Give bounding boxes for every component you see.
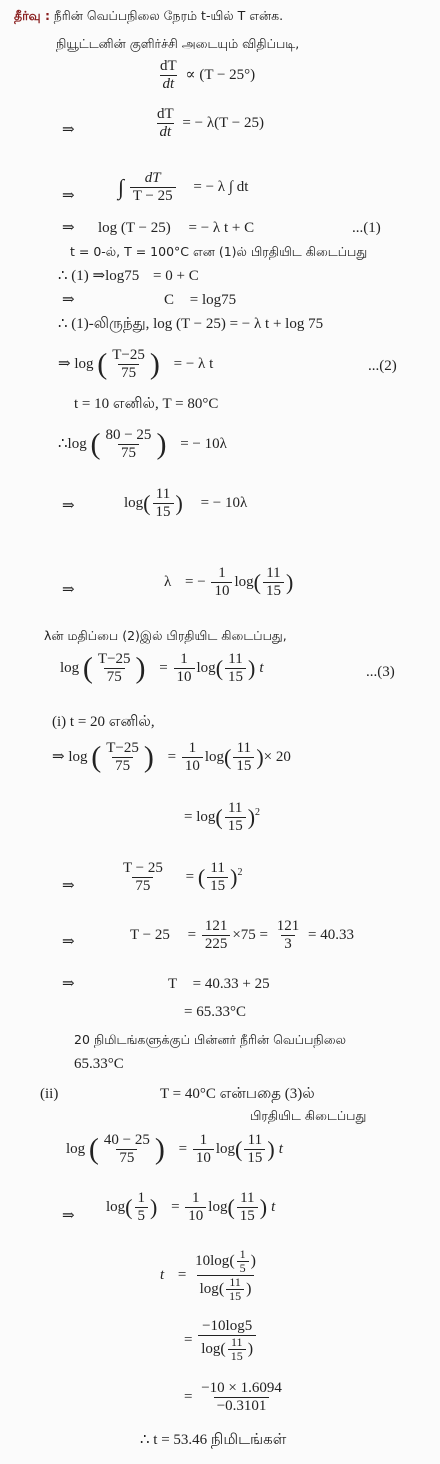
part-i-step-3: $\frac{T - 25}{75}$ = ( $\frac{11}{15}$ )$^2$: [123, 860, 243, 894]
arrow: ⇒: [62, 976, 75, 992]
arrow: ⇒: [62, 122, 75, 138]
condition-2: t = 10 எனில், T = 80°C: [74, 396, 219, 412]
equation-integral: ∫ $\frac{dT}{T - 25}$ = − λ ∫ dt: [118, 170, 249, 204]
equation-2: ⇒ log ( $\frac{T-25}{75}$ ) = − λ t: [58, 347, 214, 381]
conclusion-line-1: 20 நிமிடங்களுக்குப் பின்னர் நீரின் வெப்பநிலை: [74, 1032, 346, 1047]
part-ii-label: (ii): [40, 1086, 59, 1102]
step-s1: ∴log ( $\frac{80 - 25}{75}$ ) = − 10λ: [58, 427, 227, 461]
part-i-heading: (i) t = 20 எனில்,: [52, 714, 155, 730]
arrow: ⇒: [62, 292, 75, 308]
intro-text-1: நீரின் வெப்பநிலை நேரம் t-யில் T என்க.: [53, 8, 284, 23]
equation-number-1: ...(1): [352, 220, 381, 236]
part-i-result: = 65.33°C: [184, 1004, 246, 1020]
arrow: ⇒: [62, 582, 75, 598]
step-c2: C = log75: [164, 292, 237, 308]
part-ii-condition: T = 40°C என்பதை (3)ல்: [160, 1086, 315, 1102]
step-c1: ∴ (1) ⇒log75 = 0 + C: [58, 268, 199, 284]
part-i-step-5: T = 40.33 + 25: [168, 976, 270, 992]
arrow: ⇒: [62, 498, 75, 514]
lambda-value: λ = − $\frac{1}{10}$ log( $\frac{11}{15}$ ): [164, 565, 294, 599]
intro-text-2: நியூட்டனின் குளிர்ச்சி அடையும் விதிப்படி,: [56, 36, 300, 51]
step-s2: log( $\frac{11}{15}$ ) = − 10λ: [124, 486, 248, 520]
arrow: ⇒: [62, 188, 75, 204]
part-i-step-1: ⇒ log ( $\frac{T-25}{75}$ ) = $\frac{1}{10}$ log( $\frac{11}{15}$ )× 20: [52, 740, 291, 774]
intro-line-1: [14, 6, 283, 26]
part-ii-step-2: log( $\frac{1}{5}$ ) = $\frac{1}{10}$ log( $\frac{11}{15}$ ) t: [106, 1190, 276, 1224]
part-i-step-4: T − 25 = $\frac{121}{225}$ ×75 = $\frac{121}{3}$ = 40.33: [130, 918, 354, 952]
part-ii-subst: பிரதியிட கிடைப்பது: [250, 1108, 367, 1123]
substitution-line: λன் மதிப்பை (2)இல் பிரதியிட கிடைப்பது,: [44, 628, 287, 643]
part-ii-step-1: log ( $\frac{40 - 25}{75}$ ) = $\frac{1}{10}$ log( $\frac{11}{15}$ ) t: [66, 1132, 283, 1166]
arrow: ⇒: [62, 220, 75, 236]
equation-number-3: ...(3): [366, 664, 395, 680]
arrow: ⇒: [62, 934, 75, 950]
part-ii-step-5: = $\frac{-10 \times 1.6094}{-0.3101}$: [184, 1380, 282, 1414]
equation-1: log (T − 25) = − λ t + C: [98, 220, 255, 236]
equation-lambda: $\frac{dT}{dt}$ = − λ(T − 25): [157, 106, 264, 140]
conclusion-line-2: 65.33°C: [74, 1056, 124, 1072]
arrow: ⇒: [62, 878, 75, 894]
equation-proportional: $\frac{dT}{dt}$ ∝ (T − 25°): [160, 58, 256, 92]
condition-1: t = 0-ல், T = 100°C என (1)ல் பிரதியிட கிடைப்பது: [70, 244, 368, 259]
equation-3: log ( $\frac{T-25}{75}$ ) = $\frac{1}{10}$ log( $\frac{11}{15}$ ) t: [60, 651, 264, 685]
from-equation-1: ∴ (1)-லிருந்து, log (T − 25) = − λ t + log 75: [58, 316, 324, 332]
part-ii-step-4: = −10log5 log( $\frac{11}{15}$ ): [184, 1318, 258, 1363]
part-i-step-2: = log( $\frac{11}{15}$ )$^2$: [184, 800, 261, 834]
arrow: ⇒: [62, 1208, 75, 1224]
solution-label: தீர்வு :: [14, 8, 50, 23]
part-ii-step-3: t = 10log( $\frac{1}{5}$ ) log( $\frac{11}{15}$ ): [160, 1247, 256, 1303]
equation-number-2: ...(2): [368, 358, 397, 374]
final-answer: ∴ t = 53.46 நிமிடங்கள்: [140, 1432, 287, 1448]
